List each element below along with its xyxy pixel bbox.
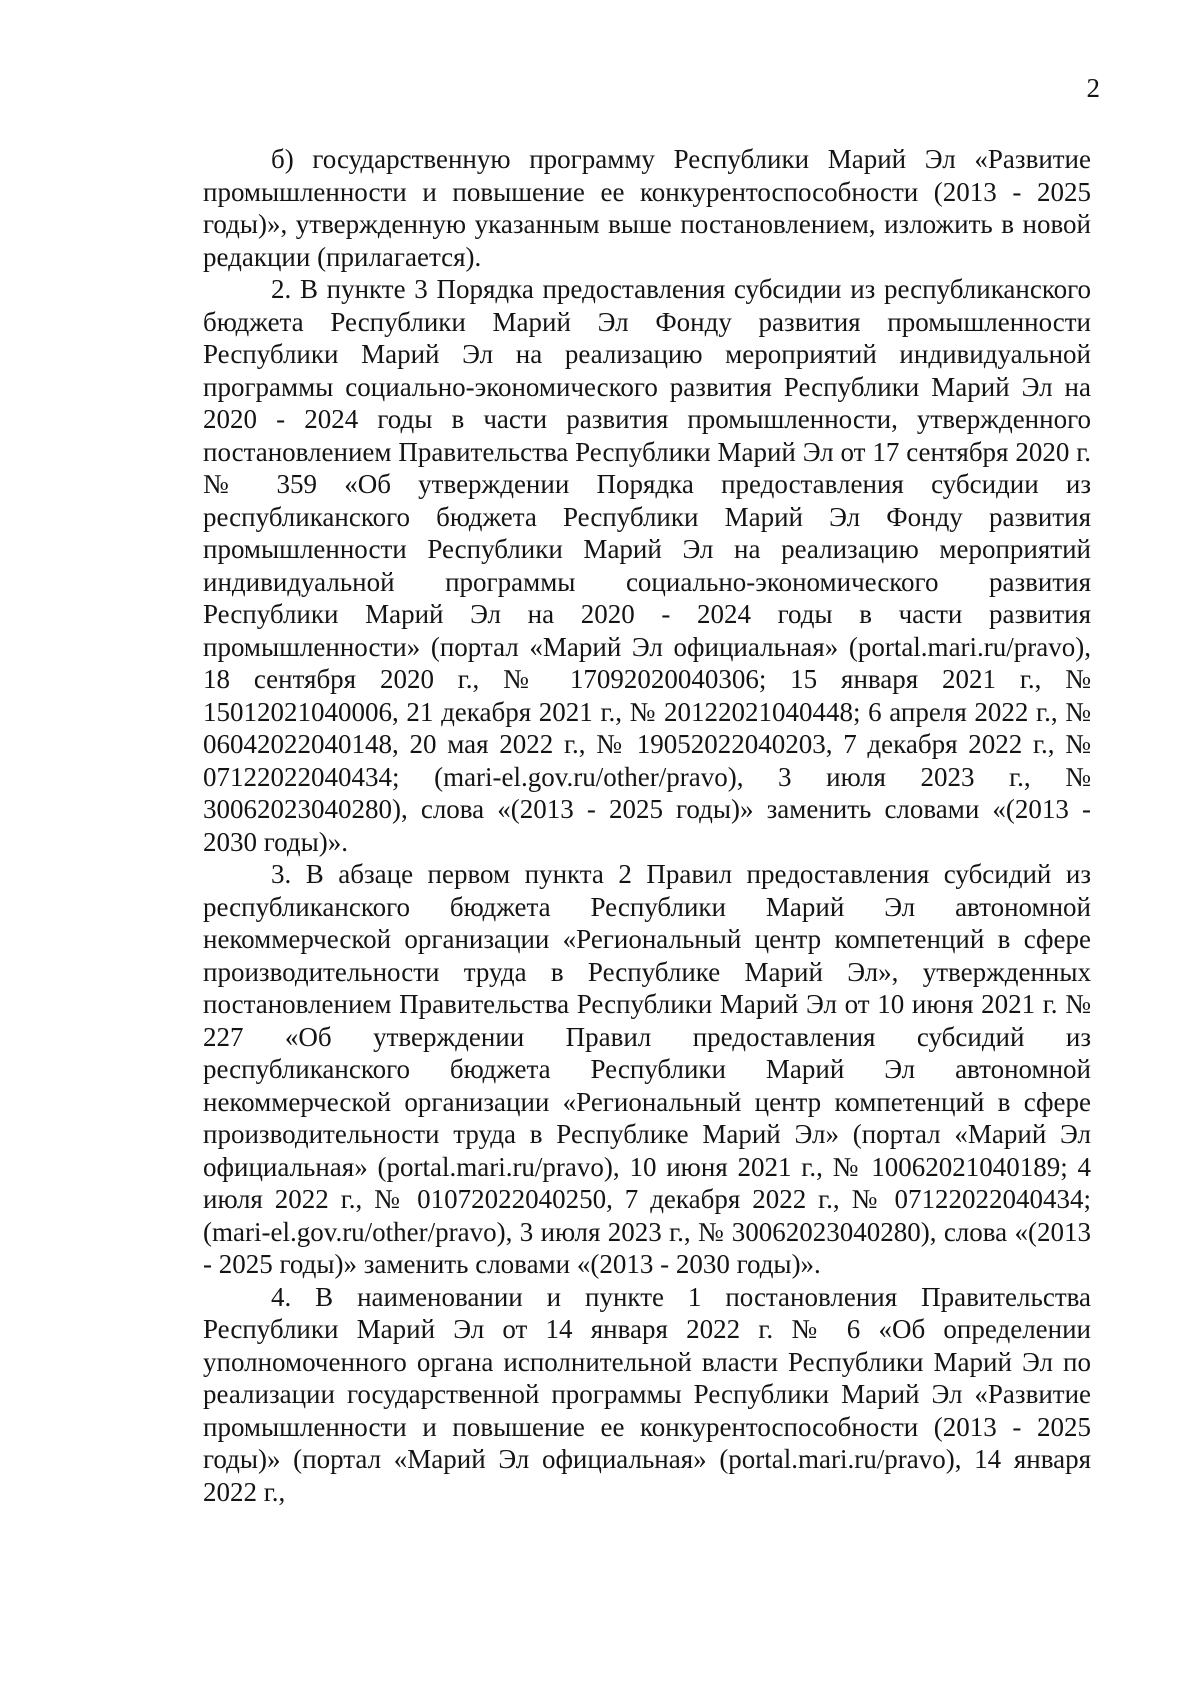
- paragraph-4: 4. В наименовании и пункте 1 постановления Правительства Республики Марий Эл от 14 января 2022 г. № 6 «Об определении уполномоченного органа исполнительной власти Республики Марий Эл по реализации государственной программы Республики Марий Эл «Развитие промышленности и повышение ее конкурентоспособности (2013 - 2025 годы)» (портал «Марий Эл официальная» (portal.mari.ru/pravo), 14 января 2022 г.,: [203, 1281, 1091, 1507]
- paragraph-3: 3. В абзаце первом пункта 2 Правил предоставления субсидий из республиканского бюджета Республики Марий Эл автономной некоммерческой организации «Региональный центр компетенций в сфере производительности труда в Республике Марий Эл», утвержденных постановлением Правительства Республики Марий Эл от 10 июня 2021 г. № 227 «Об утверждении Правил предоставления субсидий из республиканского бюджета Республики Марий Эл автономной некоммерческой организации «Региональный центр компетенций в сфере производительности труда в Республике Марий Эл» (портал «Марий Эл официальная» (portal.mari.ru/pravo), 10 июня 2021 г., № 10062021040189; 4 июля 2022 г., № 01072022040250, 7 декабря 2022 г., № 07122022040434; (mari-el.gov.ru/other/pravo), 3 июля 2023 г., № 30062023040280), слова «(2013 - 2025 годы)» заменить словами «(2013 - 2030 годы)».: [203, 859, 1091, 1279]
- paragraph-1b: б) государственную программу Республики Марий Эл «Развитие промышленности и повышение ее конкурентоспособности (2013 - 2025 годы)», утвержденную указанным выше постановлением, изложить в новой редакции (прилагается).: [203, 144, 1091, 272]
- paragraph-2: 2. В пункте 3 Порядка предоставления субсидии из республиканского бюджета Республики Марий Эл Фонду развития промышленности Республики Марий Эл на реализацию мероприятий индивидуальной программы социально-экономического развития Республики Марий Эл на 2020 - 2024 годы в части развития промышленности, утвержденного постановлением Правительства Республики Марий Эл от 17 сентября 2020 г. № 359 «Об утверждении Порядка предоставления субсидии из республиканского бюджета Республики Марий Эл Фонду развития промышленности Республики Марий Эл на реализацию мероприятий индивидуальной программы социально-экономического развития Республики Марий Эл на 2020 - 2024 годы в части развития промышленности» (портал «Марий Эл официальная» (portal.mari.ru/pravo), 18 сентября 2020 г., № 17092020040306; 15 января 2021 г., № 15012021040006, 21 декабря 2021 г., № 20122021040448; 6 апреля 2022 г., № 06042022040148, 20 мая 2022 г., № 19052022040203, 7 декабря 2022 г., № 07122022040434; (mari-el.gov.ru/other/pravo), 3 июля 2023 г., № 30062023040280), слова «(2013 - 2025 годы)» заменить словами «(2013 - 2030 годы)».: [203, 274, 1091, 857]
- page-number: 2: [1086, 73, 1100, 103]
- document-body: [203, 143, 1091, 1508]
